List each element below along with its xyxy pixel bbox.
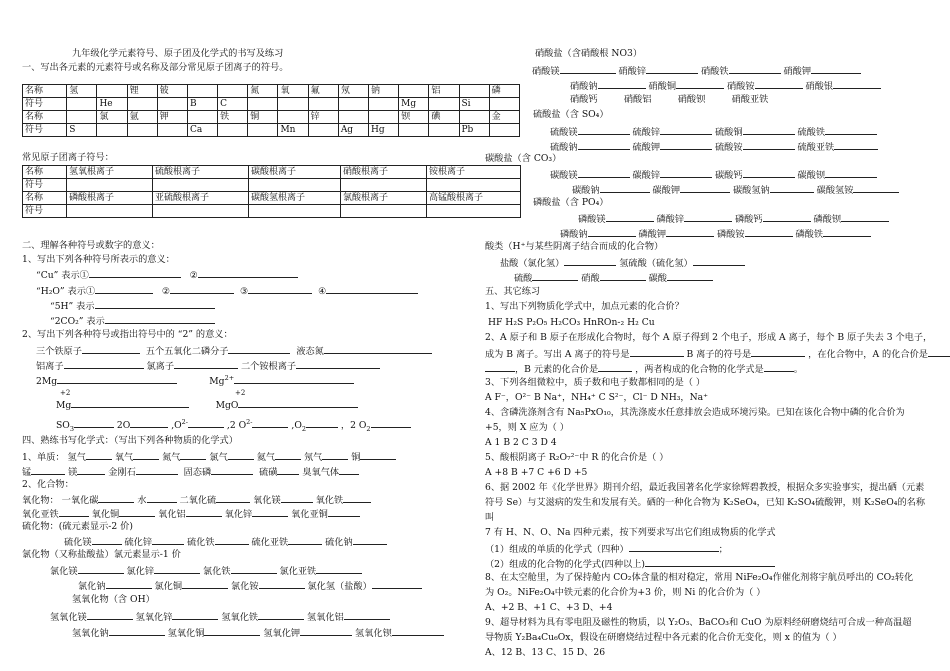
nitrate-heading: 硝酸盐（含硝酸根 NO3） — [535, 48, 643, 59]
answer-blank[interactable] — [188, 418, 224, 428]
line-sulfates-1: 硫酸镁 硫酸锌 硫酸铜 硫酸铁 — [550, 125, 877, 138]
table-cell[interactable]: S — [67, 124, 97, 137]
line-mgo: Mg MgO — [56, 398, 358, 411]
table-cell[interactable]: 亚硫酸根离子 — [153, 192, 249, 205]
table-cell[interactable]: Hg — [368, 124, 398, 137]
table-cell[interactable] — [67, 179, 153, 192]
table-cell[interactable]: 锌 — [308, 111, 338, 124]
table-cell[interactable] — [489, 98, 519, 111]
answer-blank[interactable] — [485, 362, 515, 372]
line-so3: $SO_3$ 2O $,O^{2-}$ ,2 $O^{2-}$ $,O_2$ ，2 $O_2$ — [56, 418, 411, 431]
answer-blank[interactable] — [238, 398, 358, 408]
answer-blank[interactable] — [300, 626, 352, 636]
line-nitrates-2: 硝酸钠 硝酸铜 硝酸铵 硝酸银 — [570, 79, 881, 92]
line-phosphates-2: 磷酸钠 磷酸钾 磷酸铵 磷酸铁 — [560, 227, 871, 240]
table-cell[interactable]: 铵根离子 — [427, 166, 521, 179]
line-mg: 2Mg $Mg^{2+}$ — [36, 374, 354, 387]
table-cell[interactable]: 氧 — [278, 85, 308, 98]
row-header-cell: 名称 — [23, 111, 67, 124]
answer-blank[interactable] — [600, 183, 650, 193]
answer-blank[interactable] — [841, 212, 889, 222]
table-cell[interactable]: 碘 — [429, 111, 459, 124]
line-oxides-1: 氧化物： 一氧化碳 水 二氧化硫 氧化镁 氧化铁 — [22, 493, 371, 506]
answer-blank[interactable] — [248, 284, 312, 294]
table-cell[interactable] — [248, 124, 278, 137]
answer-blank[interactable] — [629, 542, 719, 552]
p7-line1: （1）组成的单质的化学式（四种） ； — [485, 544, 728, 555]
answer-blank[interactable] — [606, 212, 654, 222]
p8-options: A、+2 B、+1 C、+3 D、+4 — [485, 602, 613, 613]
answer-blank[interactable] — [281, 493, 313, 503]
sulfate-heading: 硫酸盐（含 SO₄） — [533, 109, 609, 120]
answer-blank[interactable] — [326, 284, 418, 294]
line-2co2: “2CO₂” 表示 — [50, 314, 215, 327]
table-cell[interactable] — [67, 205, 153, 218]
section-2-heading: 二、理解各种符号或数字的意义： — [22, 240, 160, 251]
table-cell[interactable] — [338, 111, 368, 124]
compound-heading: 2、化合物： — [22, 479, 74, 490]
answer-blank[interactable] — [833, 79, 881, 89]
line-chlorides-2: 氯化钠 氯化铜 氯化铵 氯化氢（盐酸） — [78, 579, 422, 592]
table-cell[interactable] — [248, 98, 278, 111]
p8-text-2: 为 O₂。NiFe₂O₄中铁元素的化合价为+3 价，则 Ni 的化合价为（ ） — [485, 587, 766, 598]
answer-blank[interactable] — [174, 359, 238, 369]
line-carbonates-1: 碳酸镁 碳酸锌 碳酸钙 碳酸钡 — [550, 168, 877, 181]
answer-blank[interactable] — [258, 610, 304, 620]
table-row — [23, 124, 520, 137]
table-cell[interactable]: 磷酸根离子 — [67, 192, 153, 205]
answer-blank[interactable] — [770, 183, 814, 193]
table-row — [23, 179, 521, 192]
answer-blank[interactable] — [306, 418, 338, 428]
table-cell[interactable] — [97, 85, 127, 98]
answer-blank[interactable] — [77, 465, 105, 475]
table-cell[interactable] — [187, 85, 217, 98]
table-cell[interactable]: 氮 — [248, 85, 278, 98]
table-cell[interactable] — [153, 179, 249, 192]
table-cell[interactable] — [341, 179, 427, 192]
p6-text-3: 叫 — [485, 512, 495, 523]
table-row — [23, 166, 521, 179]
table-cell[interactable]: B — [187, 98, 217, 111]
answer-blank[interactable] — [180, 450, 206, 460]
charge-label: +2 — [60, 389, 71, 397]
acid-heading: 酸类（H⁺与某些阴离子结合而成的化合物） — [485, 241, 664, 252]
table-cell[interactable]: 金 — [489, 111, 519, 124]
answer-blank[interactable] — [853, 183, 899, 193]
answer-blank[interactable] — [344, 610, 390, 620]
answer-blank[interactable] — [667, 271, 713, 281]
p6-text-2: 符号 Se）与艾滋病的发生和发展有关。硒的一种化合物为 K₂SeO₄，已知 K₂SO₄硫酸钾，则 K₂SeO₄的名称 — [485, 497, 926, 508]
table-cell[interactable] — [341, 205, 427, 218]
answer-blank[interactable] — [136, 465, 178, 475]
table-cell[interactable] — [187, 111, 217, 124]
p5-text: 5、酸根阴离子 R₂O₇²⁻中 R 的化合价是（ ） — [485, 452, 669, 463]
table-row — [23, 205, 521, 218]
answer-blank[interactable] — [371, 418, 411, 428]
table-cell[interactable] — [459, 111, 489, 124]
p6-text: 6、据 2002 年《化学世界》期刊介绍，最近我国著名化学家徐辉碧教授，根据众多实验事实，提出硒（元素 — [485, 482, 925, 493]
line-hydroxides-2: 氢氧化钠 氢氧化铜 氢氧化钾 氢氧化钡 — [72, 626, 444, 639]
p5-options: A +8 B +7 C +6 D +5 — [485, 467, 588, 478]
table-cell[interactable]: Mg — [399, 98, 429, 111]
answer-blank[interactable] — [660, 140, 712, 150]
answer-blank[interactable] — [106, 579, 152, 589]
p4-text-2: +5，则 X 应为（ ） — [485, 422, 569, 433]
answer-blank[interactable] — [743, 125, 795, 135]
ion-table — [22, 165, 521, 218]
answer-blank[interactable] — [372, 579, 422, 589]
answer-blank[interactable] — [71, 398, 189, 408]
answer-blank[interactable] — [680, 183, 730, 193]
row-header-cell: 名称 — [23, 192, 67, 205]
p4-options: A 1 B 2 C 3 D 4 — [485, 437, 557, 448]
table-cell[interactable] — [153, 205, 249, 218]
answer-blank[interactable] — [660, 168, 712, 178]
table-cell[interactable] — [459, 85, 489, 98]
answer-blank[interactable] — [578, 140, 630, 150]
answer-blank[interactable] — [204, 626, 260, 636]
answer-blank[interactable] — [133, 450, 159, 460]
table-cell[interactable]: Mn — [278, 124, 308, 137]
line-r2: 铝离子 氯离子 二个铵根离子 — [36, 359, 380, 372]
answer-blank[interactable] — [95, 284, 153, 294]
answer-blank[interactable] — [353, 535, 387, 545]
q1-heading: 1、写出下列各种符号所表示的意义： — [22, 254, 175, 265]
line-sulfates-2: 硫酸钠 硫酸钾 硫酸铵 硫酸亚铁 — [550, 140, 878, 153]
table-cell[interactable]: 氩 — [127, 111, 157, 124]
p9-text-2: 导物质 Y₂Ba₄Cu₆Ox，假设在研磨烧结过程中各元素的化合价无变化，则 x 的值为（ ） — [485, 632, 842, 643]
table-cell[interactable]: Pb — [459, 124, 489, 137]
answer-blank[interactable] — [751, 347, 805, 357]
answer-blank[interactable] — [89, 268, 181, 278]
table-cell[interactable]: Si — [459, 98, 489, 111]
table-cell[interactable] — [308, 98, 338, 111]
answer-blank[interactable] — [324, 344, 432, 354]
p1-text: 1、写出下列物质化学式中，加点元素的化合价？ — [485, 301, 684, 312]
answer-blank[interactable] — [154, 564, 200, 574]
line-cu: “Cu” 表示① ② — [36, 268, 298, 281]
answer-blank[interactable] — [152, 535, 184, 545]
carbonate-heading: 碳酸盐（含 CO₃） — [485, 153, 562, 164]
p2-line2: 成为 B 离子。写出 A 离子的符号是 B 离子的符号是 ，在化合物中，A 的化合价是 — [485, 347, 950, 360]
line-elements-2: 锰 镁 金刚石 固态磷 硫磺 臭氧气体 — [22, 465, 359, 478]
table-cell[interactable]: 氯酸根离子 — [341, 192, 427, 205]
row-header-cell: 符号 — [23, 205, 67, 218]
line-carbonates-2: 碳酸钠 碳酸钾 碳酸氢钠 碳酸氢铵 — [572, 183, 899, 196]
table-cell[interactable]: 氖 — [338, 85, 368, 98]
table-cell[interactable]: 铁 — [218, 111, 248, 124]
table-cell[interactable]: 硝酸根离子 — [341, 166, 427, 179]
answer-blank[interactable] — [755, 79, 803, 89]
table-cell[interactable]: 氢氧根离子 — [67, 166, 153, 179]
answer-blank[interactable] — [211, 465, 253, 475]
table-cell[interactable] — [308, 124, 338, 137]
answer-blank[interactable] — [275, 450, 301, 460]
answer-blank[interactable] — [764, 362, 794, 372]
answer-blank[interactable] — [743, 140, 795, 150]
table-cell[interactable]: 铜 — [248, 111, 278, 124]
table-cell[interactable]: 碳酸氢根离子 — [249, 192, 341, 205]
answer-blank[interactable] — [74, 418, 114, 428]
answer-blank[interactable] — [86, 450, 112, 460]
answer-blank[interactable] — [216, 493, 250, 503]
table-cell[interactable]: 硫酸根离子 — [153, 166, 249, 179]
answer-blank[interactable] — [316, 564, 362, 574]
line-r1: 三个铁原子 五个五氧化二磷分子 液态氮 — [36, 344, 432, 357]
table-cell[interactable] — [218, 124, 248, 137]
answer-blank[interactable] — [598, 79, 646, 89]
p9-options: A、12 B、13 C、15 D、26 — [485, 647, 606, 658]
line-oxides-2: 氧化亚铁 氧化铜 氧化铝 氧化锌 氧化亚铜 — [22, 507, 360, 520]
chloride-heading: 氯化物（又称盐酸盐）氯元素显示-1 价 — [22, 549, 181, 560]
answer-blank[interactable] — [322, 450, 348, 460]
answer-blank[interactable] — [78, 564, 124, 574]
answer-blank[interactable] — [119, 507, 155, 517]
charge-label: +2 — [235, 389, 246, 397]
answer-blank[interactable] — [172, 610, 218, 620]
answer-blank[interactable] — [231, 564, 277, 574]
table-cell[interactable]: Ca — [187, 124, 217, 137]
table-cell[interactable]: 磷 — [489, 85, 519, 98]
answer-blank[interactable] — [82, 344, 140, 354]
answer-blank[interactable] — [186, 507, 222, 517]
answer-blank[interactable] — [743, 168, 795, 178]
section-4-heading: 四、熟练书写化学式：（写出下列各种物质的化学式） — [22, 435, 238, 446]
answer-blank[interactable] — [198, 268, 298, 278]
table-cell[interactable] — [278, 98, 308, 111]
table-cell[interactable]: 氟 — [308, 85, 338, 98]
line-nitrates-3: 硝酸钙 硝酸铝 硝酸钡 硝酸亚铁 — [570, 94, 769, 105]
table-cell[interactable] — [157, 98, 187, 111]
answer-blank[interactable] — [630, 347, 684, 357]
table-cell[interactable] — [489, 124, 519, 137]
answer-blank[interactable] — [64, 359, 144, 369]
answer-blank[interactable] — [109, 626, 165, 636]
answer-blank[interactable] — [170, 284, 234, 294]
table-cell[interactable] — [127, 124, 157, 137]
answer-blank[interactable] — [811, 64, 861, 74]
table-cell[interactable]: 铍 — [157, 85, 187, 98]
table-cell[interactable] — [218, 85, 248, 98]
answer-blank[interactable] — [98, 493, 134, 503]
answer-blank[interactable] — [693, 256, 745, 266]
answer-blank[interactable] — [147, 493, 177, 503]
p1-formulas: HF H₂S P₂O₅ H₂CO₃ HnROn-₂ H₂ Cu — [488, 317, 655, 328]
p3-text: 3、下列各组微粒中，质子数和电子数都相同的是（ ） — [485, 377, 706, 388]
table-row — [23, 192, 521, 205]
table-cell[interactable]: 碳酸根离子 — [249, 166, 341, 179]
line-phosphates-1: 磷酸镁 磷酸锌 磷酸钙 磷酸钡 — [578, 212, 889, 225]
answer-blank[interactable] — [234, 374, 354, 384]
answer-blank[interactable] — [259, 579, 305, 589]
answer-blank[interactable] — [660, 125, 712, 135]
table-cell[interactable]: 钡 — [399, 111, 429, 124]
element-table — [22, 84, 520, 137]
answer-blank[interactable] — [684, 212, 732, 222]
table-row — [23, 98, 520, 111]
answer-blank[interactable] — [31, 465, 65, 475]
answer-blank[interactable] — [215, 535, 249, 545]
answer-blank[interactable] — [588, 227, 636, 237]
table-cell[interactable]: 锂 — [127, 85, 157, 98]
table-cell[interactable] — [368, 98, 398, 111]
answer-blank[interactable] — [95, 299, 215, 309]
table-cell[interactable]: 钾 — [157, 111, 187, 124]
line-h2o: “H₂O” 表示① ② ③ ④ — [36, 284, 418, 297]
answer-blank[interactable] — [360, 450, 396, 460]
answer-blank[interactable] — [296, 359, 380, 369]
answer-blank[interactable] — [343, 493, 371, 503]
line-acids-2: 硫酸 硝酸 碳酸 — [514, 271, 713, 284]
line-chlorides-1: 氯化镁 氯化锌 氯化铁 氯化亚铁 — [50, 564, 362, 577]
p9-text: 9、超导材料为具有零电阻及磁性的物质，以 Y₂O₃、BaCO₃和 CuO 为原料经研磨烧结可合成一种高温超 — [485, 617, 912, 628]
answer-blank[interactable] — [578, 168, 630, 178]
answer-blank[interactable] — [87, 610, 133, 620]
answer-blank[interactable] — [560, 64, 616, 74]
table-cell[interactable]: Ag — [338, 124, 368, 137]
table-cell[interactable] — [157, 124, 187, 137]
answer-blank[interactable] — [598, 362, 632, 372]
answer-blank[interactable] — [105, 314, 215, 324]
table-cell[interactable]: 铝 — [429, 85, 459, 98]
table-cell[interactable] — [278, 111, 308, 124]
page-title: 九年级化学元素符号、原子团及化学式的书写及练习 — [72, 48, 284, 59]
answer-blank[interactable] — [92, 535, 122, 545]
answer-blank[interactable] — [182, 579, 228, 589]
ion-table-title: 常见原子团离子符号： — [22, 152, 114, 163]
p2-text: 2、A 原子和 B 原子在形成化合物时，每个 A 原子得到 2 个电子，形成 A 离子，每个 B 原子失去 3 个电子， — [485, 332, 933, 343]
table-row — [23, 85, 520, 98]
answer-blank[interactable] — [57, 374, 177, 384]
p7-text: 7 有 H、N、O、Na 四种元素，按下列要求写出它们组成物质的化学式 — [485, 527, 776, 538]
answer-blank[interactable] — [130, 418, 168, 428]
answer-blank[interactable] — [745, 227, 793, 237]
section-1-heading: 一、写出各元素的元素符号或名称及部分常见原子团离子的符号。 — [22, 62, 289, 73]
sulfide-heading: 硫化物：(硫元素显示-2 价) — [22, 521, 133, 532]
table-cell[interactable] — [427, 179, 521, 192]
answer-blank[interactable] — [328, 507, 360, 517]
table-cell[interactable]: 氯 — [97, 111, 127, 124]
line-hydroxides-1: 氢氧化镁 氢氧化锌 氢氧化铁 氢氧化铝 — [50, 610, 390, 623]
table-cell[interactable] — [429, 98, 459, 111]
phosphate-heading: 磷酸盐（含 PO₄） — [533, 197, 609, 208]
table-row — [23, 111, 520, 124]
p7-line2: （2）组成的化合物的化学式(四种以上) — [485, 557, 775, 570]
q2-heading: 2、写出下列各种符号或指出符号中的 “2” 的意义： — [22, 329, 233, 340]
answer-blank[interactable] — [228, 344, 290, 354]
answer-blank[interactable] — [252, 507, 288, 517]
answer-blank[interactable] — [729, 64, 781, 74]
line-nitrates-1: 硝酸镁 硝酸锌 硝酸铁 硝酸钾 — [532, 64, 861, 77]
p4-text: 4、含磷洗涤剂含有 Na₅PxO₁₀，其洗涤废水任意排放会造成环境污染。已知在该化合物中磷的化合价为 — [485, 407, 905, 418]
line-5h: “5H” 表示 — [50, 299, 215, 312]
answer-blank[interactable] — [825, 168, 877, 178]
table-cell[interactable] — [67, 98, 97, 111]
line-acids-1: 盐酸（氯化氢） 氢硫酸（硫化氢） — [500, 256, 745, 269]
answer-blank[interactable] — [763, 212, 811, 222]
table-cell[interactable] — [67, 111, 97, 124]
line-elements-1: 1、单质： 氢气 氧气 氮气 氯气 氦气 氖气 铜 — [22, 450, 396, 463]
table-cell[interactable] — [399, 85, 429, 98]
table-cell[interactable] — [399, 124, 429, 137]
answer-blank[interactable] — [578, 125, 630, 135]
answer-blank[interactable] — [288, 535, 322, 545]
answer-blank[interactable] — [600, 271, 646, 281]
table-cell[interactable] — [249, 205, 341, 218]
row-header-cell: 名称 — [23, 85, 67, 98]
table-cell[interactable]: 钠 — [368, 85, 398, 98]
table-cell[interactable] — [429, 124, 459, 137]
row-header-cell: 符号 — [23, 179, 67, 192]
answer-blank[interactable] — [339, 465, 359, 475]
table-cell[interactable]: 高锰酸根离子 — [427, 192, 521, 205]
row-header-cell: 符号 — [23, 124, 67, 137]
line-sulfides: 硫化镁 硫化锌 硫化铁 硫化亚铁 硫化钠 — [64, 535, 387, 548]
table-cell[interactable] — [338, 98, 368, 111]
answer-blank[interactable] — [928, 347, 950, 357]
row-header-cell: 符号 — [23, 98, 67, 111]
table-cell[interactable] — [97, 124, 127, 137]
table-cell[interactable]: He — [97, 98, 127, 111]
table-cell[interactable]: 氢 — [67, 85, 97, 98]
answer-blank[interactable] — [228, 450, 254, 460]
answer-blank[interactable] — [834, 140, 878, 150]
table-cell[interactable] — [249, 179, 341, 192]
answer-blank[interactable] — [532, 271, 578, 281]
p3-options: A F⁻，O²⁻ B Na⁺，NH₄⁺ C S²⁻，Cl⁻ D NH₃，Na⁺ — [485, 392, 708, 403]
answer-blank[interactable] — [666, 227, 714, 237]
table-cell[interactable] — [427, 205, 521, 218]
answer-blank[interactable] — [676, 79, 724, 89]
answer-blank[interactable] — [823, 227, 871, 237]
table-cell[interactable] — [127, 98, 157, 111]
table-cell[interactable] — [368, 111, 398, 124]
section-5-heading: 五、其它练习 — [485, 286, 541, 297]
table-cell[interactable]: C — [218, 98, 248, 111]
p2-line3: ，B 元素的化合价是 ，两者构成的化合物的化学式是 。 — [485, 362, 803, 375]
p8-text: 8、在太空舱里，为了保持舱内 CO₂体含量的相对稳定，常用 NiFe₂O₄作催化剂将宇航员呼出的 CO₂转化 — [485, 572, 914, 583]
answer-blank[interactable] — [252, 418, 288, 428]
row-header-cell: 名称 — [23, 166, 67, 179]
answer-blank[interactable] — [564, 256, 616, 266]
answer-blank[interactable] — [277, 465, 299, 475]
answer-blank[interactable] — [646, 64, 698, 74]
answer-blank[interactable] — [825, 125, 877, 135]
answer-blank[interactable] — [59, 507, 89, 517]
hydroxide-heading: 氢氧化物（含 OH） — [72, 594, 155, 605]
answer-blank[interactable] — [645, 557, 775, 567]
answer-blank[interactable] — [392, 626, 444, 636]
